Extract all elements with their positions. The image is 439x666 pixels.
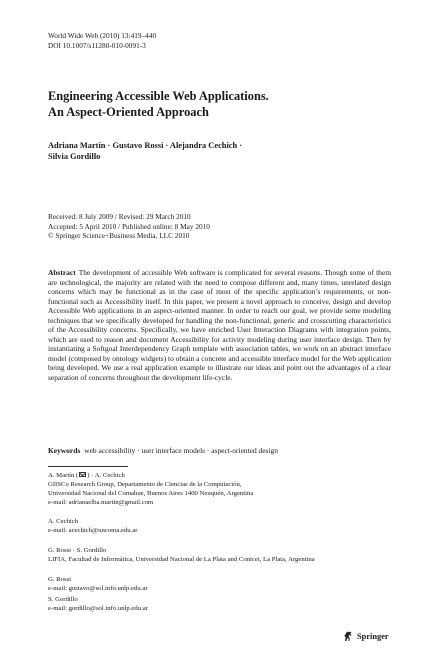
affiliation-cechich bbox=[48, 518, 408, 536]
keywords-section bbox=[48, 446, 391, 456]
affiliation-name: A. Cechich bbox=[48, 518, 79, 525]
email-martin: e-mail: adrianaelba.martin@gmail.com bbox=[48, 498, 154, 506]
publisher-name: Springer bbox=[357, 631, 389, 641]
affiliation-group: GIISCo Research Group, Departamento de Ciencias de la Computación, bbox=[48, 480, 242, 488]
publisher-logo bbox=[342, 630, 389, 642]
copyright-line: © Springer Science+Business Media, LLC 2010 bbox=[48, 231, 190, 241]
author-list bbox=[48, 140, 408, 162]
journal-citation: World Wide Web (2010) 13:419–440 bbox=[48, 31, 157, 40]
affiliation-names bbox=[48, 472, 408, 481]
affiliation-name: G. Rossi bbox=[48, 576, 72, 583]
email-cechich: e-mail: acechich@uncoma.edu.ar bbox=[48, 526, 138, 534]
affiliation-institution: LIFIA, Facultad de Informática, Universidad Nacional de La Plata and Conicet, La Plata, Argentina bbox=[48, 555, 315, 563]
abstract-text: The development of accessible Web software is complicated for several reasons. Though some of them are technological, the majority are related with the need to compose different and, many times, unrelated design concerns which may be functional as in the case of most of the specific application’s requirements, or non-functional such as Accessibility itself. In this paper, we present a novel approach to conceive, design and develop Accessible Web applications in an aspect-oriented manner. In order to reach our goal, we provide some modeling techniques that we specifically developed for handling the non-functional, generic and crosscutting characteristics of the Accessibility concerns. Specifically, we have enriched User Interaction Diagrams with integration points, which are used to reason and document Accessibility for activity modeling during user interface design. Then by instantiating a Softgoal Interdependency Graph template with association tables, we work on an abstract interface model (composed by ontology widgets) to obtain a concrete and accessible interface model for the Web application being developed. We use a real application example to illustrate our ideas and point out the advantages of a clear separation of concerns throughout the development life-cycle. bbox=[48, 268, 391, 382]
doi-line: DOI 10.1007/s11280-010-0091-3 bbox=[48, 41, 146, 50]
envelope-icon bbox=[79, 472, 86, 477]
affiliation-names: G. Rossi · S. Gordillo bbox=[48, 547, 107, 554]
abstract-section bbox=[48, 268, 391, 382]
authors-line-2: Silvia Gordillo bbox=[48, 152, 101, 161]
publication-history bbox=[48, 212, 210, 241]
affiliation-gordillo bbox=[48, 596, 408, 614]
paper-title bbox=[48, 89, 408, 120]
springer-horse-icon bbox=[342, 630, 354, 642]
title-line-1: Engineering Accessible Web Applications. bbox=[48, 89, 269, 103]
affiliation-address: Universidad Nacional del Comahue, Buenos Aires 1400 Neuquén, Argentina bbox=[48, 489, 254, 497]
abstract-label: Abstract bbox=[48, 268, 76, 277]
title-line-2: An Aspect-Oriented Approach bbox=[48, 104, 209, 119]
keywords-text: web accessibility · user interface models · aspect-oriented design bbox=[84, 446, 278, 455]
email-gordillo: e-mail: gordillo@sol.info.unlp.edu.ar bbox=[48, 604, 148, 612]
email-rossi: e-mail: gustavo@sol.info.unlp.edu.ar bbox=[48, 584, 148, 592]
author-name-cechich: ) · A. Cechich bbox=[87, 472, 125, 479]
accepted-published-line: Accepted: 5 April 2010 / Published online: 8 May 2010 bbox=[48, 221, 210, 231]
author-name-martin: A. Martín ( bbox=[48, 472, 79, 479]
affiliation-name: S. Gordillo bbox=[48, 596, 78, 603]
authors-line-1: Adriana Martín · Gustavo Rossi · Alejandra Cechich · bbox=[48, 141, 243, 150]
affiliation-rossi-gordillo bbox=[48, 547, 408, 565]
journal-header bbox=[48, 31, 156, 51]
affiliation-martin-cechich bbox=[48, 472, 408, 508]
keywords-label: Keywords bbox=[48, 446, 81, 455]
footnote-divider bbox=[48, 466, 128, 467]
affiliation-rossi bbox=[48, 576, 408, 594]
received-revised-line: Received: 8 July 2009 / Revised: 29 March 2010 bbox=[48, 212, 191, 221]
